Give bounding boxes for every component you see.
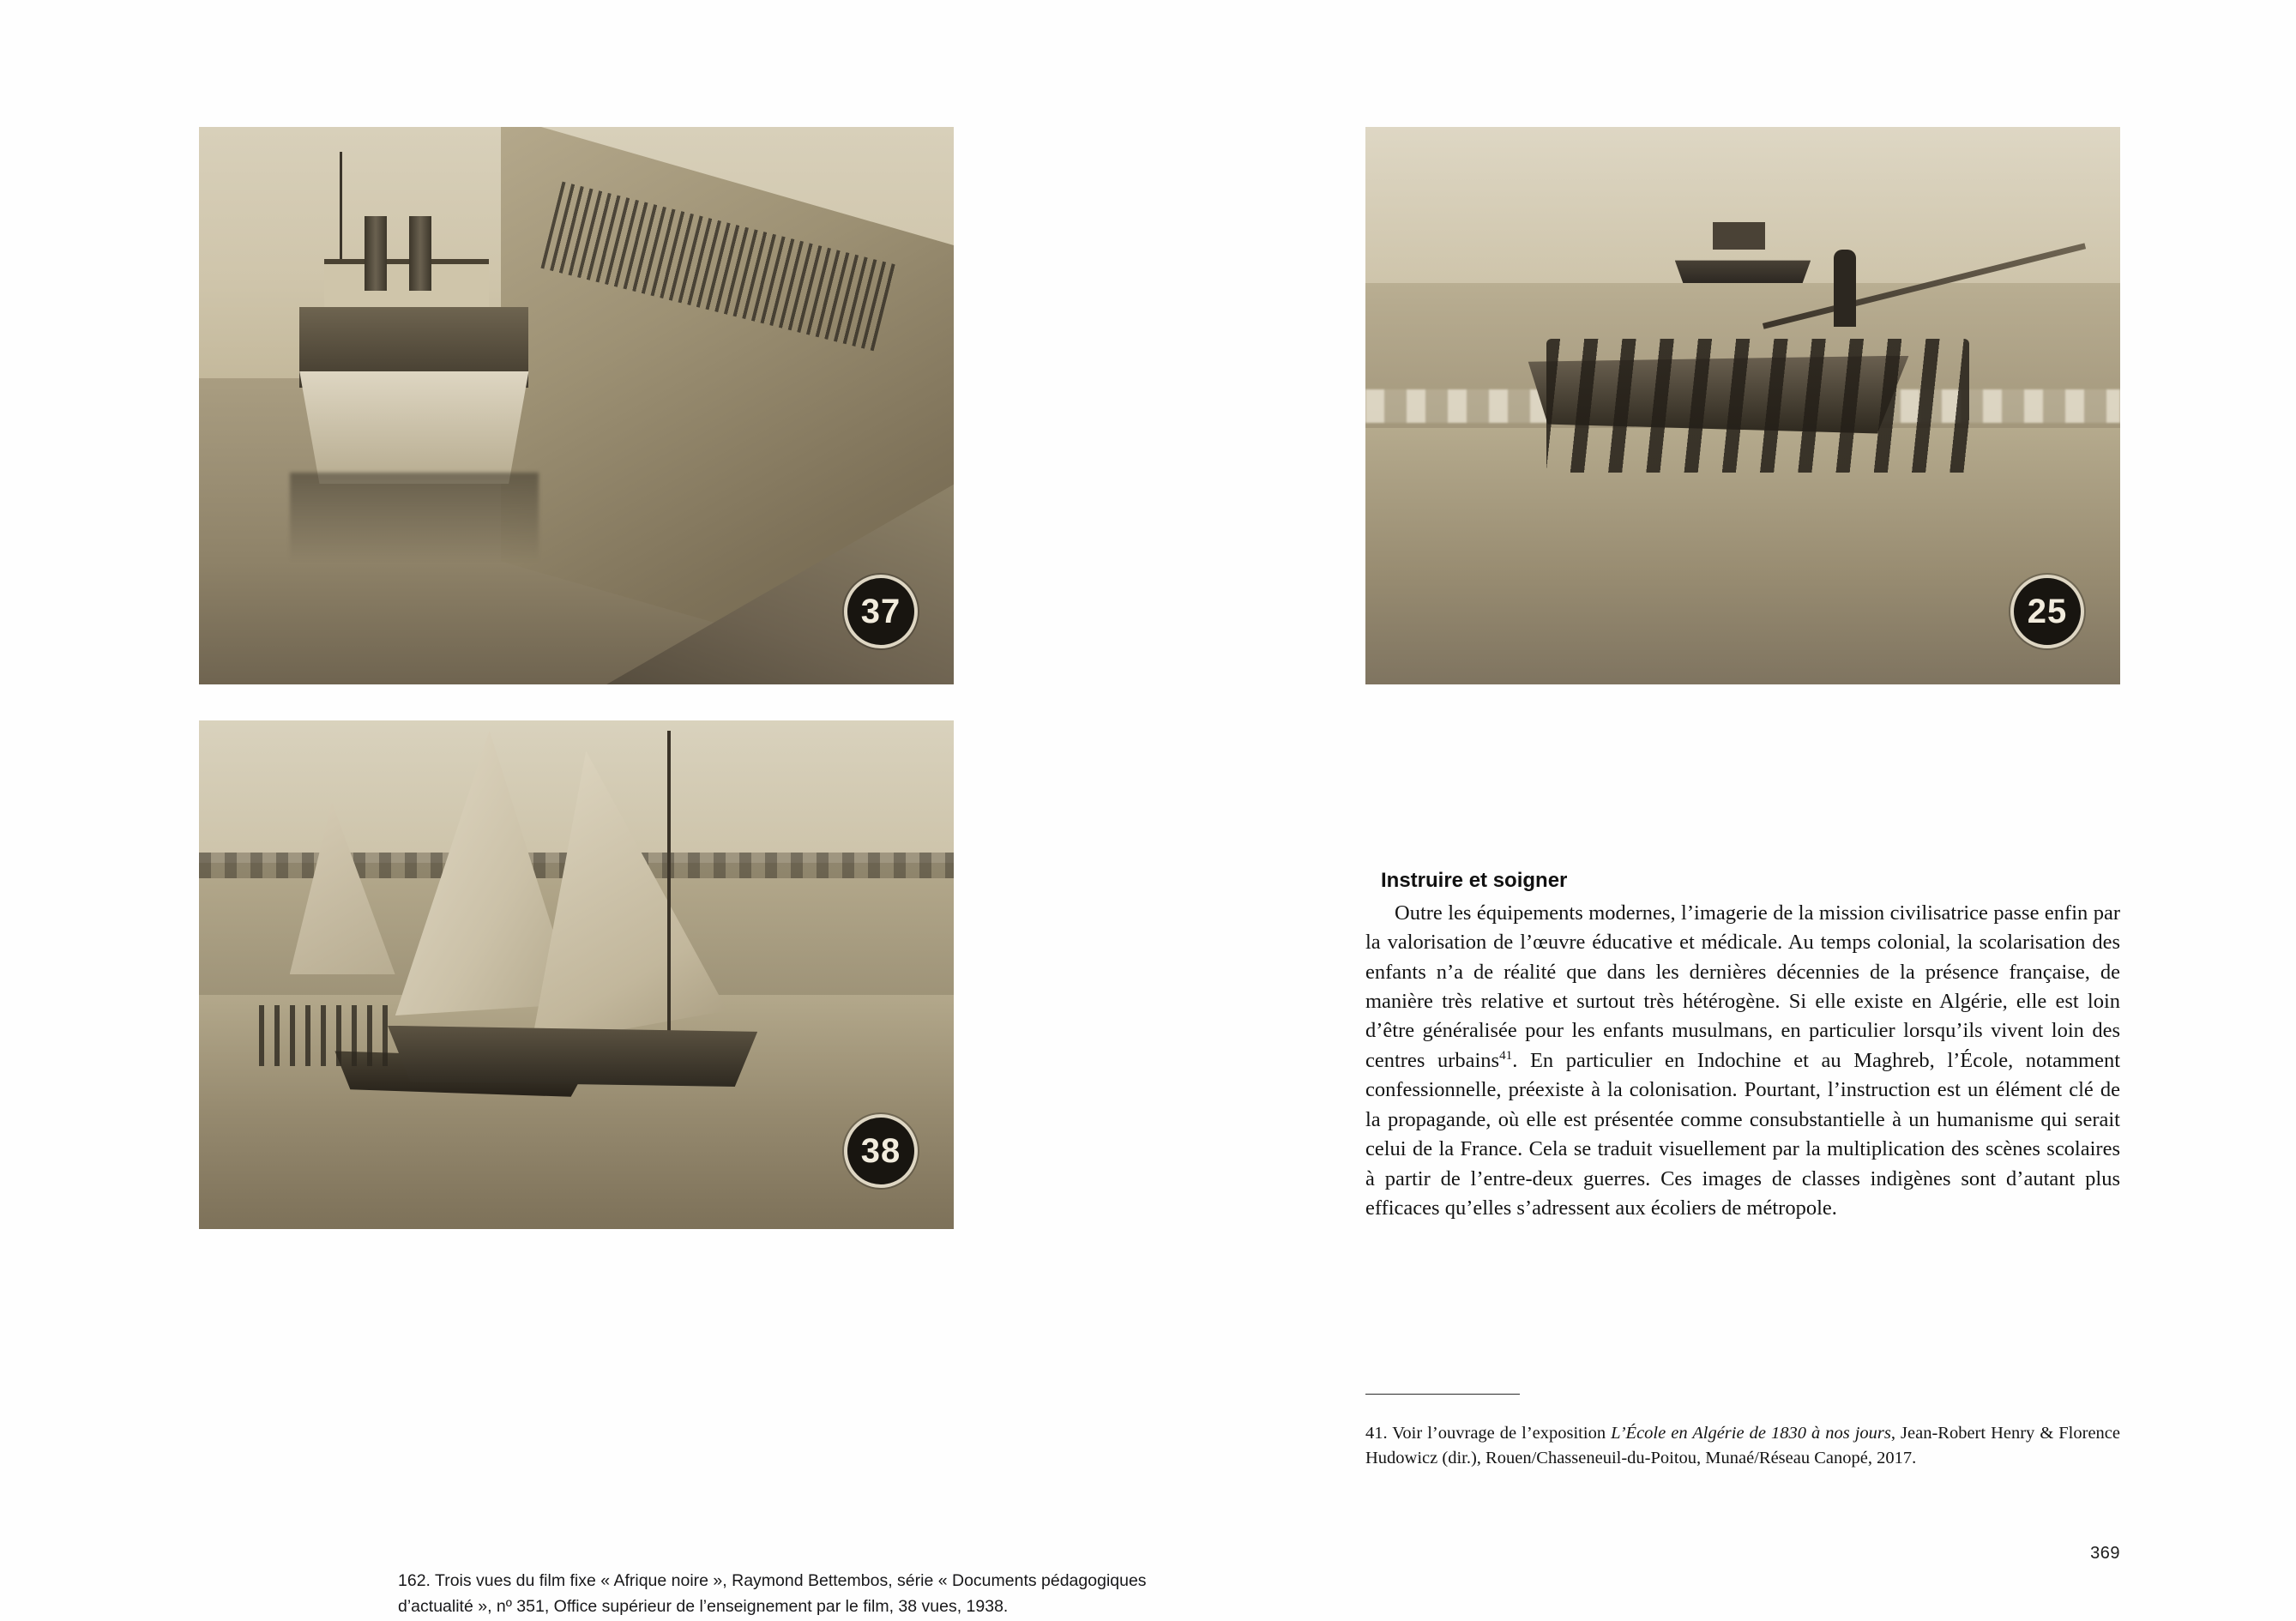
- photo-reflection: [290, 473, 539, 562]
- photo-figures: [259, 1005, 395, 1066]
- figure-sailboats-shore: [199, 720, 954, 1229]
- footnote-work-title: L’École en Algérie de 1830 à nos jours: [1611, 1424, 1891, 1443]
- footnote-41: [1365, 1421, 2120, 1471]
- right-figure-column: [1365, 127, 2120, 684]
- paragraph-part-2: . En particulier en Indochine et au Maghreb, l’École, notamment confessionnelle, préexiste à la colonisation. Pourtant, l’instruction est un élément clé de la propagande, où elle est présentée comme consubstantielle à un humanisme qui serait celui de la France. Cela se traduit visuellement par la multiplication des scènes scolaires à partir de l’entre-deux guerres. Ces images de classes indigènes sont d’autant plus efficaces qu’elles s’adressent aux écoliers de métropole.: [1365, 1048, 2120, 1220]
- figure-caption: 162. Trois vues du film fixe « Afrique noire », Raymond Bettembos, série « Documents pédagogiques d’actualité », nº 351, Office supérieur de l’enseignement par le film, 38 vues, 1938.: [398, 1571, 1147, 1617]
- figure-number-badge: 38: [844, 1114, 918, 1188]
- photo-steamer-superstructure: [1713, 222, 1766, 250]
- page-number: 369: [2090, 1544, 2120, 1563]
- body-text-block: [1365, 866, 2120, 1223]
- footnote-lead-in: Voir l’ouvrage de l’exposition: [1387, 1424, 1612, 1443]
- photo-standing-figure: [1834, 250, 1856, 327]
- photo-funnel: [409, 216, 431, 291]
- photo-boat: [380, 1026, 757, 1087]
- photo-steamer: [290, 216, 539, 484]
- section-subheading: Instruire et soigner: [1381, 869, 1568, 892]
- photo-mast: [667, 731, 671, 1046]
- figure-number-badge: 25: [2010, 575, 2084, 648]
- figure-surf-boat: [1365, 127, 2120, 684]
- footnote-separator: [1365, 1394, 1520, 1395]
- photo-hull: [290, 371, 539, 484]
- body-paragraph: [1365, 899, 2120, 1224]
- figure-ship-dyke: [199, 127, 954, 684]
- photo-funnel: [365, 216, 387, 291]
- figure-number-badge: 37: [844, 575, 918, 648]
- footnote-tail: , Jean-Robert Henry & Florence Hudowicz (dir.), Rouen/Chasseneuil-du-Poitou, Munaé/Réseau Canopé, 2017.: [1365, 1424, 2120, 1468]
- photo-crew: [1546, 339, 1969, 473]
- footnote-number: 41.: [1365, 1424, 1388, 1443]
- footnote-reference: 41: [1499, 1047, 1513, 1063]
- paragraph-part-1: Outre les équipements modernes, l’imagerie de la mission civilisatrice passe enfin par la valorisation de l’œuvre éducative et médicale. Au temps colonial, la scolarisation des enfants n’a de réalité que dans les dernières décennies de la présence française, de manière très relative et surtout très hétérogène. Si elle existe en Algérie, elle est loin d’être généralisée pour les enfants musulmans, en particulier lorsqu’ils vivent loin des centres urbains: [1365, 901, 2120, 1072]
- left-figure-column: [199, 127, 1147, 1617]
- photo-mast: [340, 152, 342, 259]
